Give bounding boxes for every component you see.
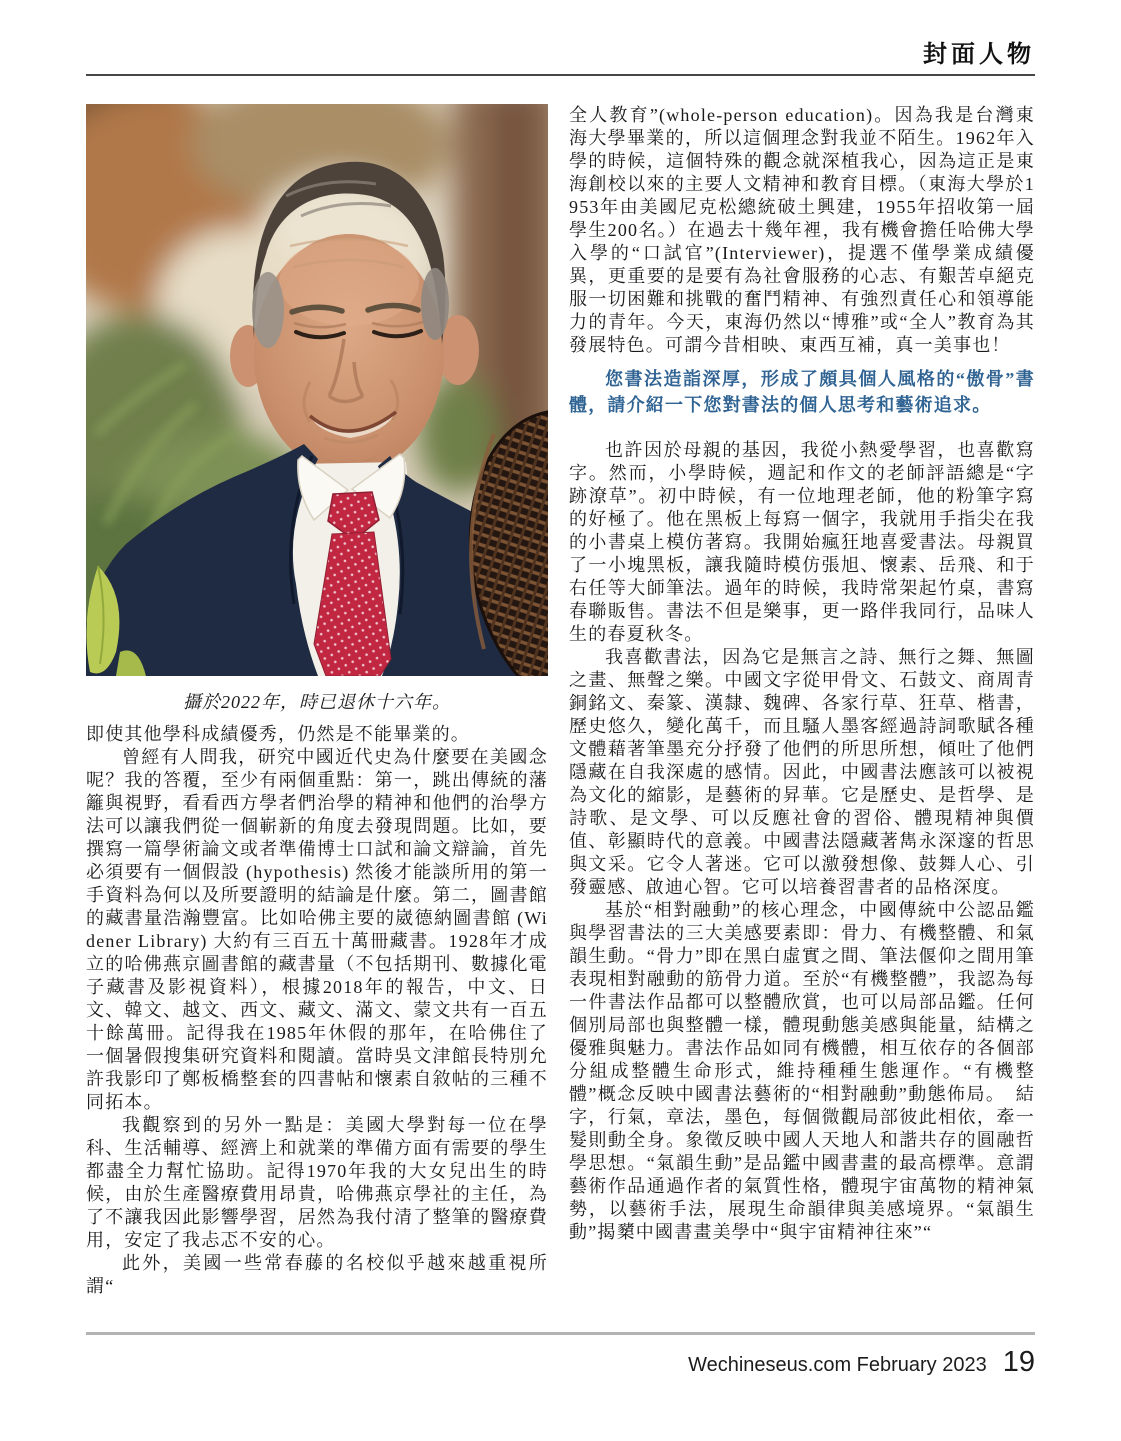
section-label: 封面人物: [923, 42, 1035, 68]
body-paragraph: 即使其他學科成績優秀，仍然是不能畢業的。: [86, 724, 470, 744]
page-header: [86, 0, 1035, 76]
page-number: 19: [1002, 1346, 1035, 1378]
body-paragraph: 全人教育”(whole-person education)。因為我是台灣東海大學畢業的，所以這個理念對我並不陌生。1962年入學的時候，這個特殊的觀念就深植我心，因為這正是東海創校以來的主要人文精神和教育目標。（東海大學於1953年由美國尼克松總統破土興建，1955年招收第一屆學生200名。）在過去十幾年裡，我有機會擔任哈佛大學入學的“口試官”(Interviewer)，提選不僅學業成績優異，更重要的是要有為社會服務的心志、有艱苦卓絕克服一切困難和挑戰的奮鬥精神、有強烈責任心和領導能力的青年。今天，東海仍然以“博雅”或“全人”教育為其發展特色。可謂今昔相映、東西互補，真一美事也！: [569, 105, 1035, 355]
body-paragraph: 我觀察到的另外一點是：美國大學對每一位在學科、生活輔導、經濟上和就業的準備方面有需要的學生都盡全力幫忙協助。記得1970年我的大女兒出生的時候，由於生產醫療費用昂貴，哈佛燕京學社的主任，為了不讓我因此影響學習，居然為我付清了整筆的醫療費用，安定了我忐忑不安的心。: [86, 1115, 548, 1250]
left-column: [86, 104, 548, 1298]
portrait-photo: [86, 104, 548, 676]
interview-question: 您書法造詣深厚，形成了頗具個人風格的“傲骨”書體，請介紹一下您對書法的個人思考和藝術追求。: [569, 369, 1035, 415]
body-paragraph: 也許因於母親的基因，我從小熱愛學習，也喜歡寫字。然而，小學時候，週記和作文的老師評語總是“字跡潦草”。初中時候，有一位地理老師，他的粉筆字寫的好極了。他在黑板上每寫一個字，我就用手指尖在我的小書桌上模仿著寫。我開始瘋狂地喜愛書法。母親買了一小塊黑板，讓我隨時模仿張旭、懷素、岳飛、和于右任等大師筆法。過年的時候，我時常架起竹桌，書寫春聯販售。書法不但是樂事，更一路伴我同行，品味人生的春夏秋冬。: [569, 440, 1035, 644]
body-paragraph: 我喜歡書法，因為它是無言之詩、無行之舞、無圖之畫、無聲之樂。中國文字從甲骨文、石鼓文、商周青銅銘文、秦篆、漢隸、魏碑、各家行草、狂草、楷書，歷史悠久，變化萬千，而且騷人墨客經過詩詞歌賦各種文體藉著筆墨充分抒發了他們的所思所想，傾吐了他們隱藏在自我深處的感情。因此，中國書法應該可以被視為文化的縮影，是藝術的昇華。它是歷史、是哲學、是詩歌、是文學、可以反應社會的習俗、體現精神與價值、彰顯時代的意義。中國書法隱藏著雋永深邃的哲思與文采。它令人著迷。它可以激發想像、鼓舞人心、引發靈感、啟迪心智。它可以培養習書者的品格深度。: [569, 647, 1035, 897]
body-paragraph: 曾經有人問我，研究中國近代史為什麼要在美國念呢？我的答覆，至少有兩個重點：第一，跳出傳統的藩籬與視野，看看西方學者們治學的精神和他們的治學方法可以讓我們從一個嶄新的角度去發現問題。比如，要撰寫一篇學術論文或者準備博士口試和論文辯論，首先必須要有一個假設 (hypothesis) 然後才能談所用的第一手資料為何以及所要證明的結論是什麼。第二，圖書館的藏書量浩瀚豐富。比如哈佛主要的崴德納圖書館 (Widener Library) 大約有三百五十萬冊藏書。1928年才成立的哈佛燕京圖書館的藏書量（不包括期刊、數據化電子藏書及影視資料），根據2018年的報告，中文、日文、韓文、越文、西文、藏文、滿文、蒙文共有一百五十餘萬冊。記得我在1985年休假的那年，在哈佛住了一個暑假搜集研究資料和閱讀。當時吳文津館長特別允許我影印了鄭板橋整套的四書帖和懷素自敘帖的三種不同拓本。: [86, 747, 548, 1112]
footer-site-date: Wechineseus.com February 2023: [688, 1354, 987, 1376]
right-column: [569, 104, 1035, 1298]
portrait-figure: [86, 104, 548, 714]
body-paragraph: 基於“相對融動”的核心理念，中國傳統中公認品鑑與學習書法的三大美感要素即：骨力、有機整體、和氣韻生動。“骨力”即在黑白虛實之間、筆法偃仰之間用筆表現相對融動的筋骨力道。至於“有機整體”，我認為每一件書法作品都可以整體欣賞，也可以局部品鑑。任何個別局部也與整體一樣，體現動態美感與能量，結構之優雅與魅力。書法作品如同有機體，相互依存的各個部分組成整體生命形式，維持種種生態運作。“有機整體”概念反映中國書法藝術的“相對融動”動態佈局。 結字，行氣，章法，墨色，每個微觀局部彼此相依，牽一髮則動全身。象徵反映中國人天地人和諧共存的圓融哲學思想。“氣韻生動”是品鑑中國書畫的最高標準。意謂藝術作品通過作者的氣質性格，體現宇宙萬物的精神氣勢，以藝術手法，展現生命韻律與美感境界。“氣韻生動”揭櫫中國書畫美學中“與宇宙精神往來”“: [569, 900, 1035, 1242]
body-paragraph: 此外，美國一些常春藤的名校似乎越來越重視所謂“: [86, 1253, 548, 1296]
photo-caption: 攝於2022年，時已退休十六年。: [183, 692, 451, 712]
content-columns: [86, 104, 1035, 1298]
page-footer: [86, 1332, 1035, 1379]
